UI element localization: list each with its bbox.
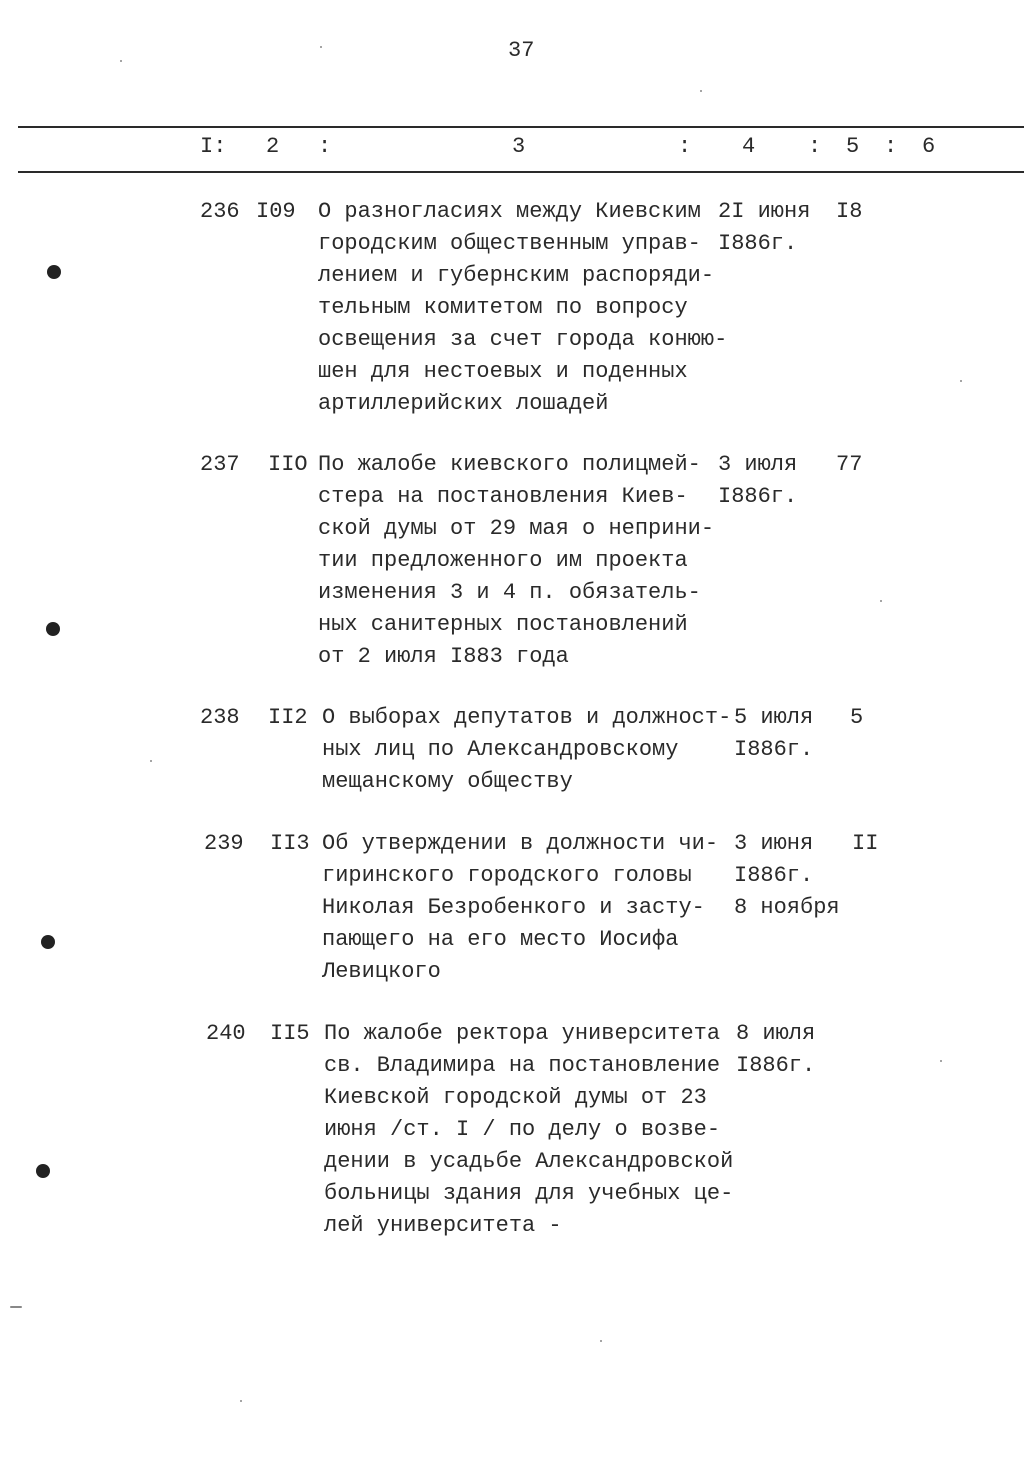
description-line: По жалобе киевского полицмей- [318, 452, 701, 477]
description-line: По жалобе ректора университета [324, 1021, 721, 1046]
header-separator: : [318, 134, 332, 159]
date-line: I886г. [718, 231, 798, 256]
date-line: 3 июля [718, 452, 798, 477]
file-number: I09 [256, 199, 296, 224]
entry-number: 240 [206, 1021, 246, 1046]
entry-number: 237 [200, 452, 240, 477]
entry-description [318, 196, 728, 420]
header-col-5: 5 [846, 134, 860, 159]
description-line: городским общественным управ- [318, 231, 701, 256]
description-line: ской думы от 29 мая о неприни- [318, 516, 715, 541]
date-line: I886г. [734, 863, 814, 888]
header-separator: : [808, 134, 822, 159]
description-line: Левицкого [322, 959, 441, 984]
scan-speck [150, 760, 152, 762]
date-line: I886г. [718, 484, 798, 509]
scan-speck [320, 46, 322, 48]
scan-speck [880, 600, 882, 602]
file-number: IIO [268, 452, 308, 477]
description-line: пающего на его место Иосифа [322, 927, 679, 952]
entry-number: 238 [200, 705, 240, 730]
description-line: тельным комитетом по вопросу [318, 295, 688, 320]
description-line: ных санитерных постановлений [318, 612, 688, 637]
punch-hole-icon [47, 265, 61, 279]
date-line: 5 июля [734, 705, 814, 730]
description-line: св. Владимира на постановление [324, 1053, 721, 1078]
date-line: I886г. [734, 737, 814, 762]
entry-date [736, 1018, 815, 1082]
file-number: II3 [270, 831, 310, 856]
header-col-4: 4 [742, 134, 756, 159]
description-line: дении в усадьбе Александровской [324, 1149, 734, 1174]
header-separator: : [884, 134, 898, 159]
description-line: июня /ст. I / по делу о возве- [324, 1117, 721, 1142]
header-col-3: 3 [512, 134, 526, 159]
entry-date [718, 196, 810, 260]
entry-number: 236 [200, 199, 240, 224]
description-line: Киевской городской думы от 23 [324, 1085, 707, 1110]
description-line: стера на постановления Киев- [318, 484, 688, 509]
scan-speck [940, 1060, 942, 1062]
header-separator: : [678, 134, 692, 159]
description-line: гиринского городского головы [322, 863, 692, 888]
description-line: тии предложенного им проекта [318, 548, 688, 573]
date-line: 3 июня [734, 831, 814, 856]
page-count: 77 [836, 452, 863, 477]
entry-description [322, 702, 732, 798]
header-top-rule [18, 126, 1024, 128]
description-line: ных лиц по Александровскому [322, 737, 679, 762]
scan-speck [10, 1306, 22, 1308]
description-line: лей университета - [324, 1213, 562, 1238]
column-header-row [0, 134, 1024, 164]
scan-speck [120, 60, 122, 62]
punch-hole-icon [41, 935, 55, 949]
description-line: изменения 3 и 4 п. обязатель- [318, 580, 701, 605]
entry-number: 239 [204, 831, 244, 856]
header-col-2: 2 [266, 134, 280, 159]
date-line: 8 июля [736, 1021, 816, 1046]
entry-description [324, 1018, 734, 1242]
scan-speck [960, 380, 962, 382]
entry-date [734, 702, 813, 766]
file-number: II5 [270, 1021, 310, 1046]
page-count: I8 [836, 199, 863, 224]
page-count: 5 [850, 705, 864, 730]
description-line: больницы здания для учебных це- [324, 1181, 734, 1206]
header-col-6: 6 [922, 134, 936, 159]
description-line: лением и губернским распоряди- [318, 263, 715, 288]
date-line: I886г. [736, 1053, 816, 1078]
page-count: II [852, 831, 879, 856]
description-line: Об утверждении в должности чи- [322, 831, 719, 856]
header-col-1: I: [200, 134, 227, 159]
page-number: 37 [508, 38, 535, 63]
date-line: 2I июня [718, 199, 811, 224]
scan-speck [240, 1400, 242, 1402]
entry-date [718, 449, 797, 513]
description-line: освещения за счет города конюю- [318, 327, 728, 352]
date-line: 8 ноября [734, 895, 840, 920]
file-number: II2 [268, 705, 308, 730]
description-line: артиллерийских лошадей [318, 391, 609, 416]
punch-hole-icon [36, 1164, 50, 1178]
description-line: О разногласиях между Киевским [318, 199, 701, 224]
description-line: мещанскому обществу [322, 769, 573, 794]
scan-speck [700, 90, 702, 92]
entry-description [322, 828, 722, 988]
description-line: О выборах депутатов и должност- [322, 705, 732, 730]
entry-description [318, 449, 718, 673]
description-line: от 2 июля I883 года [318, 644, 569, 669]
scan-speck [600, 1340, 602, 1342]
punch-hole-icon [46, 622, 60, 636]
entry-date [734, 828, 840, 924]
header-bottom-rule [18, 171, 1024, 173]
description-line: Николая Безробенкого и засту- [322, 895, 705, 920]
description-line: шен для нестоевых и поденных [318, 359, 688, 384]
